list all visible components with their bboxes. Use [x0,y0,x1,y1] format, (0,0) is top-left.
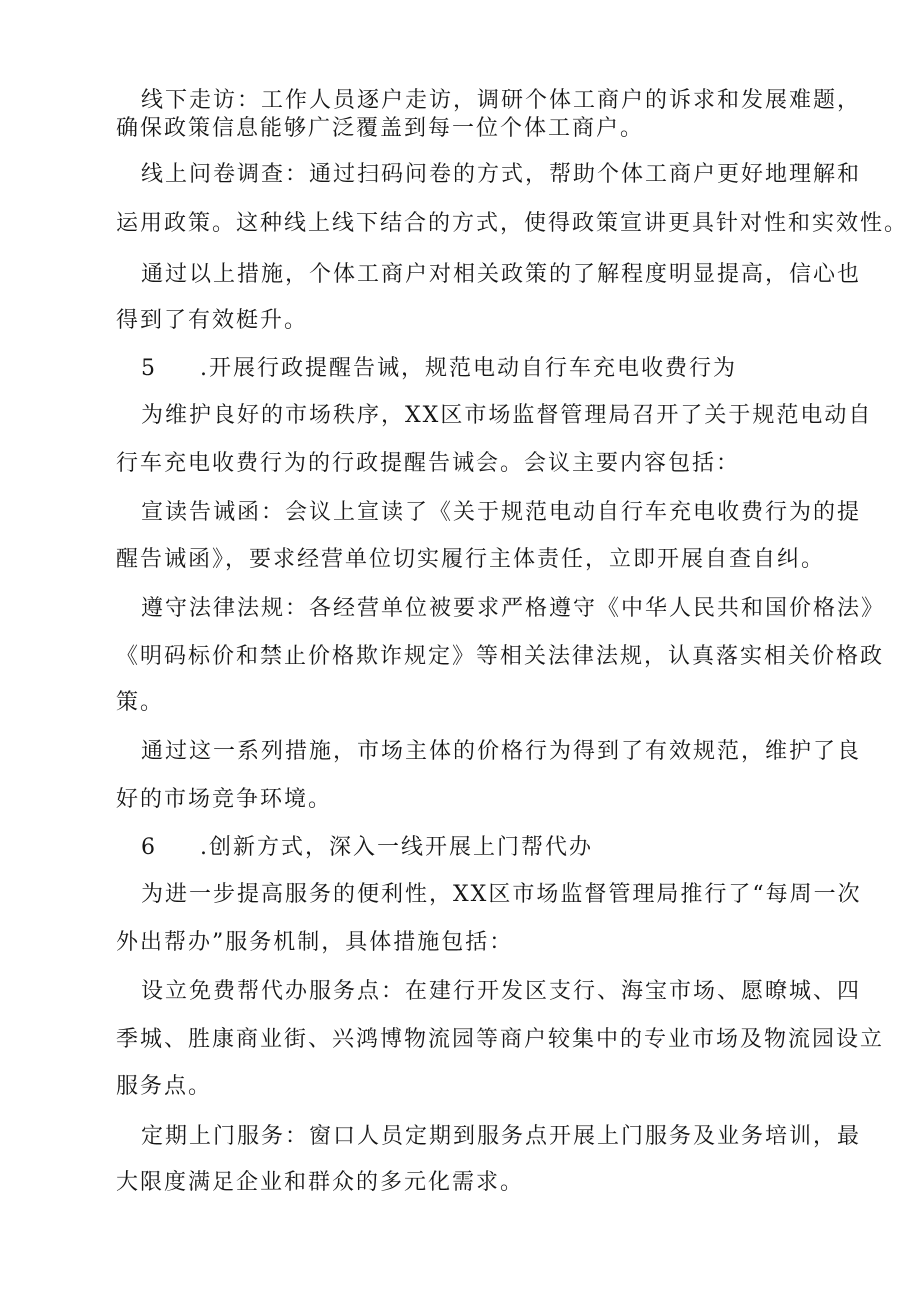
heading-number: 6 [141,835,155,860]
paragraph-line: 《明码标价和禁止价格欺诈规定》等相关法律法规，认真落实相关价格政 [116,644,885,669]
heading-text: .创新方式，深入一线开展上门帮代办 [200,835,593,860]
paragraph-line: 行车充电收费行为的行政提醒告诫会。会议主要内容包括： [116,451,741,476]
paragraph-line: 为维护良好的市场秩序，XX区市场监督管理局召开了关于规范电动自 [141,403,873,428]
paragraph-line: 设立免费帮代办服务点：在建行开发区支行、海宝市场、愿暸城、四 [141,979,862,1004]
paragraph-line: 定期上门服务：窗口人员定期到服务点开展上门服务及业务培训，最 [141,1124,862,1149]
paragraph-line: 醒告诫函》，要求经营单位切实履行主体责任，立即开展自查自纠。 [116,547,826,572]
paragraph-line: 宣读告诫函：会议上宣读了《关于规范电动自行车充电收费行为的提 [141,500,862,525]
paragraph-line: 得到了有效梃升。 [116,308,309,333]
paragraph-line: 好的市场竞争环境。 [116,787,333,812]
paragraph-line: 外出帮办”服务机制，具体措施包括： [116,930,514,955]
paragraph-line: 通过这一系列措施，市场主体的价格行为得到了有效规范，维护了良 [141,739,862,764]
paragraph-line: 线上问卷调查：通过扫码问卷的方式，帮助个体工商户更好地理解和 [141,162,862,187]
paragraph-line: 确保政策信息能够广泛覆盖到每一位个体工商户。 [116,116,645,141]
paragraph-line: 遵守法律法规：各经营单位被要求严格遵守《中华人民共和国价格法》 [141,596,886,621]
paragraph-line: 运用政策。这种线上线下结合的方式，使得政策宣讲更具针对性和实效性。 [116,211,909,236]
paragraph-line: 大限度满足企业和群众的多元化需求。 [116,1170,525,1195]
paragraph-line: 季城、胜康商业街、兴鸿博物流园等商户较集中的专业市场及物流园设立 [116,1027,885,1052]
paragraph-line: 为进一步提高服务的便利性，XX区市场监督管理局推行了“每周一次 [141,882,862,907]
paragraph-line: 策。 [116,690,165,715]
heading-number: 5 [141,356,155,381]
paragraph-line: 通过以上措施，个体工商户对相关政策的了解程度明显提高，信心也 [141,262,862,287]
paragraph-line: 线下走访：工作人员逐户走访，调研个体工商户的诉求和发展难题， [141,88,862,113]
heading-text: .开展行政提醒告诫，规范电动自行车充电收费行为 [200,356,737,381]
paragraph-line: 服务点。 [116,1074,213,1099]
